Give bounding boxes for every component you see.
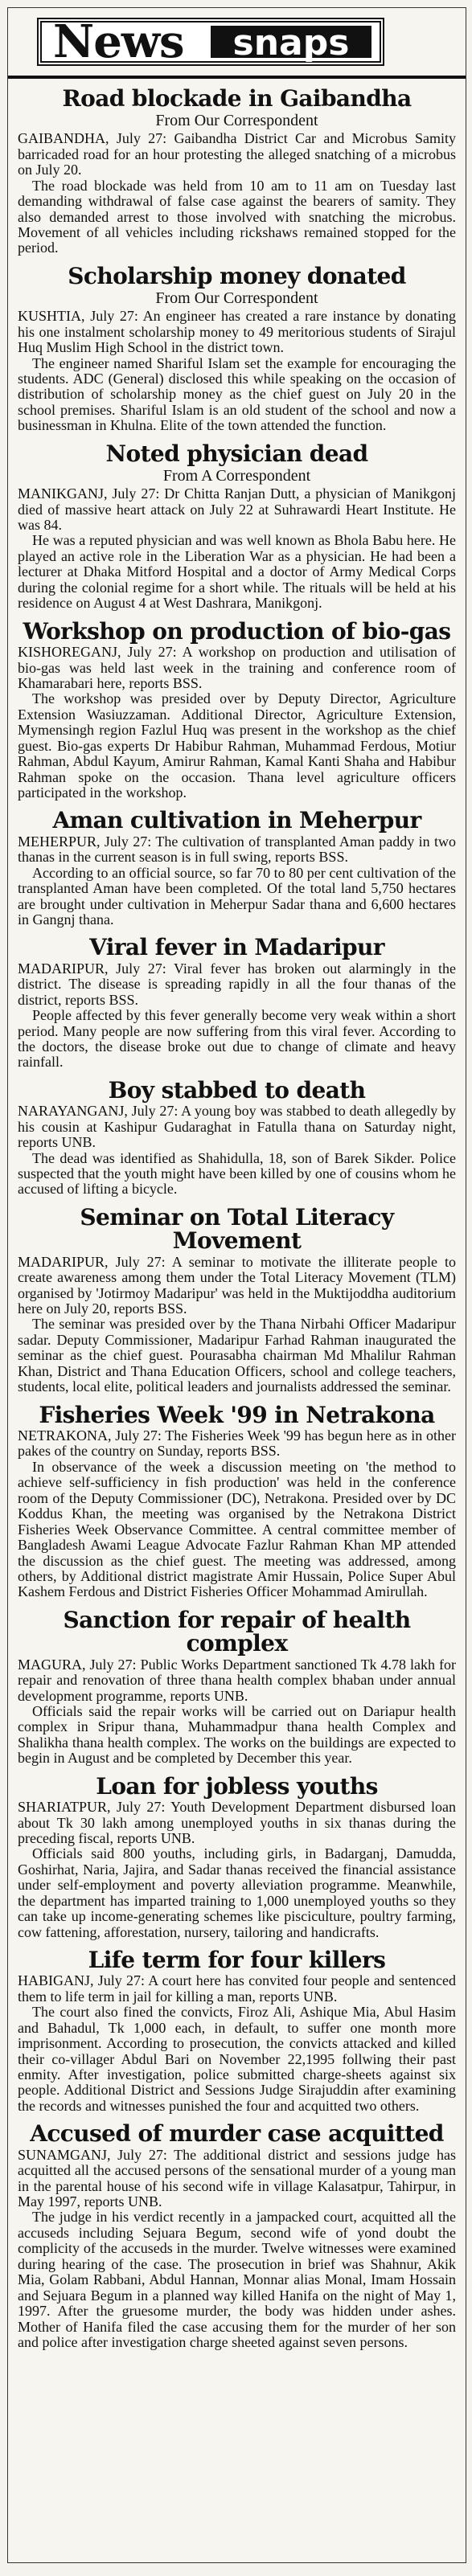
article-paragraph: People affected by this fever generally become very weak within a short period. Many people are now suffering from this viral fever. According to the doctors, the disease broke out due to change of climate and heavy rainfall.: [18, 1007, 456, 1071]
article-paragraph: SHARIATPUR, July 27: Youth Development Department disbursed loan about Tk 30 lakh among unemployed youths in six thanas during the preceding fiscal, reports UNB.: [18, 1799, 456, 1846]
article-title: Aman cultivation in Meherpur: [52, 807, 421, 834]
article-title: Noted physician dead: [105, 440, 368, 467]
article-paragraph: MADARIPUR, July 27: A seminar to motivate the illiterate people to create awareness among them under the Total Literacy Movement (TLM) organised by 'Jotirmoy Madaripur' was held in the Muktijoddha auditorium here on July 20, reports BSS.: [18, 1253, 456, 1317]
article-aman: [8, 809, 466, 928]
article-byline: From Our Correspondent: [155, 112, 318, 130]
article-road-blockade: [8, 87, 466, 256]
article-title: Accused of murder case acquitted: [30, 2120, 444, 2148]
masthead-news-label: News: [53, 15, 184, 68]
article-paragraph: SUNAMGANJ, July 27: The additional district and sessions judge has acquitted all the accused persons of the sensational murder of a young man in the parental house of his second wife in village Kalasatpur, Tahirpur, in May 1997, reports UNB.: [18, 2146, 456, 2210]
article-health-complex: [8, 1608, 466, 1767]
article-paragraph: Officials said 800 youths, including girls, in Badarganj, Damudda, Goshirhat, Naria, Jajira, and Sadar thanas received the financial assistance under self-employment and poverty alleviation programme. Meanwhile, the department has imparted training to 1,000 unemployed youths so they can take up income-generating schemes like pisciculture, poultry farming, cow fattening, afforestation, nursery, tailoring and handicrafts.: [18, 1845, 456, 1940]
article-title: Fisheries Week '99 in Netrakona: [39, 1401, 435, 1428]
article-title: Scholarship money donated: [68, 262, 406, 289]
articles-list: [8, 87, 466, 2350]
article-paragraph: The court also fined the convicts, Firoz Ali, Ashique Mia, Abul Hasim and Bahadul, Tk 1,000 each, in default, to suffer one month more imprisonment. According to prosecution, the convicts attacked and killed their co-villager Abdul Bari on November 22,1995 follwing their past enmity. After investigation, police submitted charge-sheets against six people. Additional District and Sessions Judge Sirajuddin after examining the records and witnesses punished the four and acquitted two others.: [18, 2004, 456, 2114]
article-paragraph: KISHOREGANJ, July 27: A workshop on production and utilisation of bio-gas was held last week in the training and conference room of Khamarabari here, reports BSS.: [18, 644, 456, 691]
article-paragraph: GAIBANDHA, July 27: Gaibandha District Car and Microbus Samity barricaded road for an hour protesting the alleged snatching of a microbus on July 20.: [18, 130, 456, 178]
article-paragraph: Officials said the repair works will be carried out on Dariapur health complex in Sripur thana, Muhammadpur thana health Complex and Shalikha thana health complex. The works on the buildings are expected to begin in August and be completed by December this year.: [18, 1702, 456, 1767]
article-biogas: [8, 617, 466, 801]
article-paragraph: According to an official source, so far 70 to 80 per cent cultivation of the transplanted Aman have been completed. Of the total land 5,750 hectares are brought under cultivation in Meherpur Sadar thana and 6,600 hectares in Gangnj thana.: [18, 864, 456, 928]
masthead: [8, 8, 466, 79]
article-boy-stabbed: [8, 1076, 466, 1198]
article-paragraph: MAGURA, July 27: Public Works Department sanctioned Tk 4.78 lakh for repair and renovation of three thana health complex bhaban under annual development programme, reports UNB.: [18, 1656, 456, 1704]
article-paragraph: MANIKGANJ, July 27: Dr Chitta Ranjan Dutt, a physician of Manikgonj died of massive heart attack on July 22 at Suhrawardi Heart Institute. He was 84.: [18, 485, 456, 534]
article-title: Boy stabbed to death: [108, 1076, 366, 1104]
article-paragraph: NARAYANGANJ, July 27: A young boy was stabbed to death allegedly by his cousin at Kashipur Gudaraghat in Fatulla thana on Saturday night, reports UNB.: [18, 1103, 456, 1151]
article-paragraph: The dead was identified as Shahidulla, 18, son of Barek Sikder. Police suspected that the youth might have been killed by one of cousins whom he accused of lifting a bicycle.: [18, 1149, 456, 1198]
article-fisheries: [8, 1403, 466, 1600]
article-paragraph: HABIGANJ, July 27: A court here has convited four people and sentenced them to life term in jail for killing a man, reports UNB.: [18, 1972, 456, 2005]
article-byline: From Our Correspondent: [155, 289, 318, 308]
article-title: Workshop on production of bio-gas: [23, 617, 451, 645]
newspaper-column: [7, 7, 466, 2563]
article-title: Sanction for repair of health complex: [63, 1606, 411, 1657]
article-paragraph: NETRAKONA, July 27: The Fisheries Week '99 has begun here as in other pakes of the country on Sunday, reports BSS.: [18, 1427, 456, 1460]
article-jobless-youth: [8, 1772, 466, 1940]
article-title: Viral fever in Madaripur: [89, 934, 384, 961]
article-title: Seminar on Total Literacy Movement: [80, 1203, 394, 1255]
article-title: Loan for jobless youths: [96, 1772, 378, 1800]
article-paragraph: MEHERPUR, July 27: The cultivation of transplanted Aman paddy in two thanas in the current season is in full swing, reports BSS.: [18, 833, 456, 866]
article-acquitted: [8, 2122, 466, 2350]
article-paragraph: He was a reputed physician and was well known as Bhola Babu here. He played an active role in the Liberation War as a physician. He had been a lecturer at Dhaka Mitford Hospital and a doctor of Army Medical Corps during the colonial regime for a short while. The rituals will be held at his residence on August 4 at West Dashrara, Manikgonj.: [18, 532, 456, 612]
article-byline: From A Correspondent: [162, 467, 311, 485]
masthead-snaps-label: snaps: [211, 26, 371, 58]
article-scholarship: [8, 264, 466, 434]
article-paragraph: The engineer named Shariful Islam set the example for encouraging the students. ADC (General) disclosed this while speaking on the occasion of distribution of scholarship money as the chief guest on July 20 in the school premises. Shariful Islam is an old student of the school and now a businessman in Khulna. Elite of the town attended the function.: [18, 354, 456, 434]
article-life-term: [8, 1948, 466, 2114]
article-paragraph: The road blockade was held from 10 am to 11 am on Tuesday last demanding withdrawal of false case against the bearers of samity. They also demanded arrest to those involved with snatching the microbus. Movement of all vehicles including rickshaws remained stopped for the period.: [18, 177, 456, 256]
article-title: Life term for four killers: [88, 1947, 386, 1974]
article-viral-fever: [8, 936, 466, 1070]
article-physician: [8, 442, 466, 612]
article-paragraph: MADARIPUR, July 27: Viral fever has broken out alarmingly in the district. The disease is spreading rapidly in all the four thanas of the district, reports BSS.: [18, 960, 456, 1008]
article-title: Road blockade in Gaibandha: [62, 85, 412, 112]
article-paragraph: The judge in his verdict recently in a jampacked court, acquitted all the accuseds including Sejuara Begum, second wife of yond doubt the complicity of the accuseds in the murder. Twelve witnesses were examined during hearing of the case. The prosecution in brief was Shahnur, Akik Mia, Golam Rabbani, Abdul Hannan, Monnar alias Monal, Imam Hossain and Sejuara Begum in a planned way killed Hanifa on the night of May 1, 1997. After the gruesome murder, the body was hidden under ashes. Mother of Hanifa filed the case accusing them for the murder of her son and police after investigation charge sheeted against seven persons.: [18, 2209, 456, 2350]
article-paragraph: KUSHTIA, July 27: An engineer has created a rare instance by donating his one instalment scholarship money to 49 meritorious students of Sirajul Huq Muslim High School in the district town.: [18, 308, 456, 356]
article-paragraph: In observance of the week a discussion meeting on 'the method to achieve self-sufficiency in fish production' was held in the conference room of the Deputy Commissioner (DC), Netrakona. Presided over by DC Koddus Khan, the meeting was organised by the Netrakona District Fisheries Week Observance Committee. A central committee member of Bangladesh Awami League Advocate Fazlur Rahman Khan MP attended the discussion as the chief guest. The meeting was addressed, among others, by Additional district magistrate Amir Hussain, Police Super Abul Kashem Ferdous and District Fisheries Officer Mohammad Amirullah.: [18, 1458, 456, 1600]
article-paragraph: The workshop was presided over by Deputy Director, Agriculture Extension Wasiuzzaman. Additional Director, Agriculture Extension, Mymensingh region Fazlul Huq was present in the workshop as the chief guest. Bio-gas experts Dr Habibur Rahman, Muhammad Ferdous, Motiur Rahman, Abdul Kayum, Amirur Rahman, Kamal Kanti Shaha and Habibur Rahman spoke on the occasion. Thana level agriculture officers participated in the workshop.: [18, 690, 456, 801]
masthead-box: [40, 15, 381, 68]
article-paragraph: The seminar was presided over by the Thana Nirbahi Officer Madaripur sadar. Deputy Commissioner, Madaripur Farhad Rahman inaugurated the seminar as the chief guest. Pourasabha chairman Md Mhalilur Rahman Khan, District and Thana Education Officers, school and college teachers, students, local elite, political leaders and journalists addressed the seminar.: [18, 1316, 456, 1395]
article-literacy: [8, 1203, 466, 1395]
